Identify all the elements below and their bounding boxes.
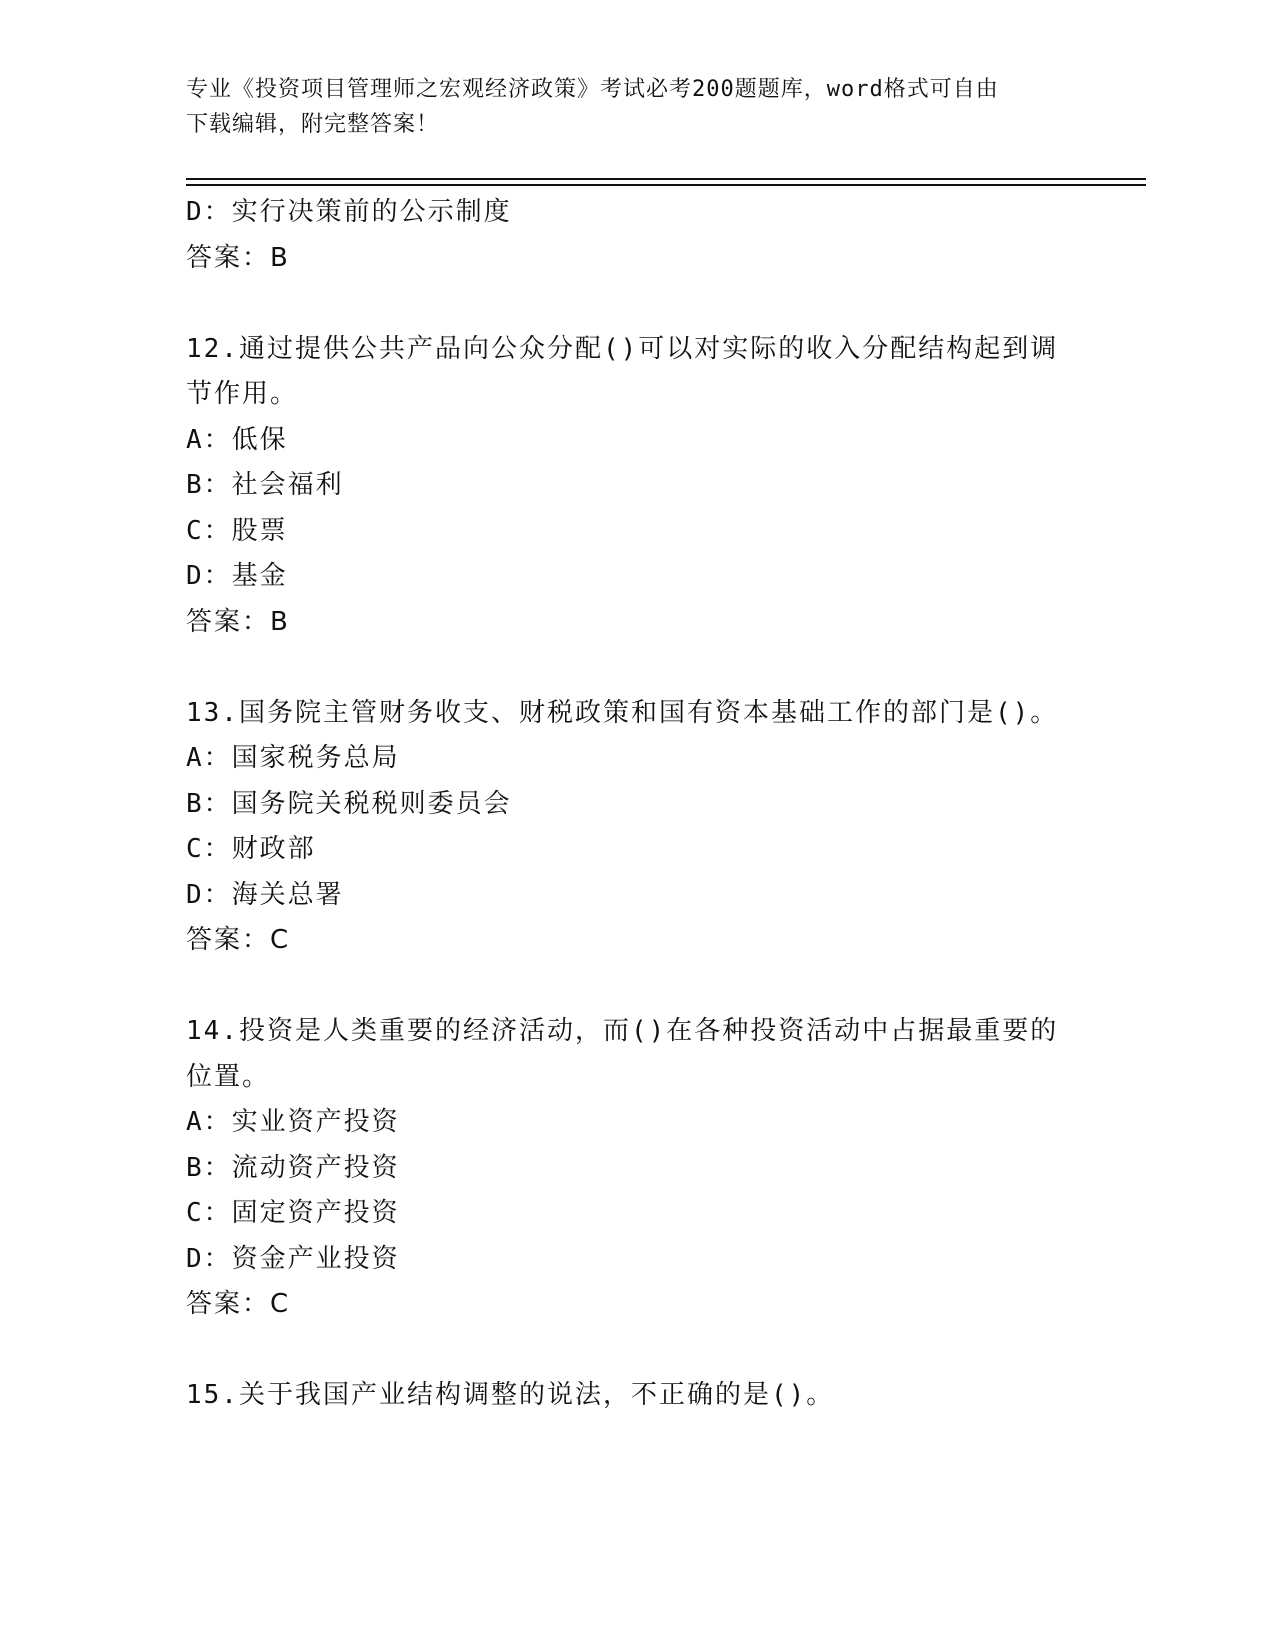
question-14-stem-line-2: 位置。: [186, 1061, 271, 1092]
spacer: [186, 1328, 1066, 1374]
question-14-option-a: A：实业资产投资: [186, 1107, 400, 1137]
spacer: [186, 645, 1066, 691]
question-12-option-c: C：股票: [186, 515, 288, 546]
spacer: [186, 281, 1066, 327]
header-rule-top: [186, 178, 1146, 180]
question-12: [186, 327, 1066, 646]
question-12-stem-line-2: 节作用。: [186, 379, 299, 409]
header-line-2: 下载编辑，附完整答案！: [186, 112, 440, 137]
question-14-stem-line-1: 14.投资是人类重要的经济活动，而()在各种投资活动中占据最重要的: [186, 1016, 1059, 1046]
spacer: [186, 964, 1066, 1010]
header-rule-bottom: [186, 184, 1146, 186]
header-line-1: 专业《投资项目管理师之宏观经济政策》考试必考200题题库，word格式可自由: [186, 77, 999, 102]
prev-answer: 答案：B: [186, 242, 290, 273]
question-14-option-d: D：资金产业投资: [186, 1243, 400, 1274]
question-13-option-b: B：国务院关税税则委员会: [186, 788, 512, 819]
question-14: [186, 1009, 1066, 1328]
question-list: [186, 190, 1066, 1419]
question-12-answer: 答案：B: [186, 606, 290, 637]
question-14-option-b: B：流动资产投资: [186, 1152, 400, 1183]
question-15-stem-line-1: 15.关于我国产业结构调整的说法，不正确的是()。: [186, 1380, 835, 1410]
question-13-answer: 答案：C: [186, 925, 291, 955]
question-12-stem-line-1: 12.通过提供公共产品向公众分配()可以对实际的收入分配结构起到调: [186, 333, 1059, 364]
question-15: [186, 1373, 1066, 1419]
question-12-option-b: B：社会福利: [186, 470, 344, 500]
question-13-option-a: A：国家税务总局: [186, 743, 400, 773]
question-12-option-a: A：低保: [186, 424, 288, 455]
question-14-option-c: C：固定资产投资: [186, 1198, 400, 1228]
question-13-option-c: C：财政部: [186, 834, 316, 864]
question-13: [186, 691, 1066, 964]
question-14-answer: 答案：C: [186, 1289, 291, 1319]
question-12-option-d: D：基金: [186, 561, 288, 591]
document-header: [186, 72, 1066, 142]
prev-option-d: D：实行决策前的公示制度: [186, 197, 512, 227]
question-13-option-d: D：海关总署: [186, 879, 344, 910]
question-13-stem-line-1: 13.国务院主管财务收支、财税政策和国有资本基础工作的部门是()。: [186, 697, 1059, 728]
